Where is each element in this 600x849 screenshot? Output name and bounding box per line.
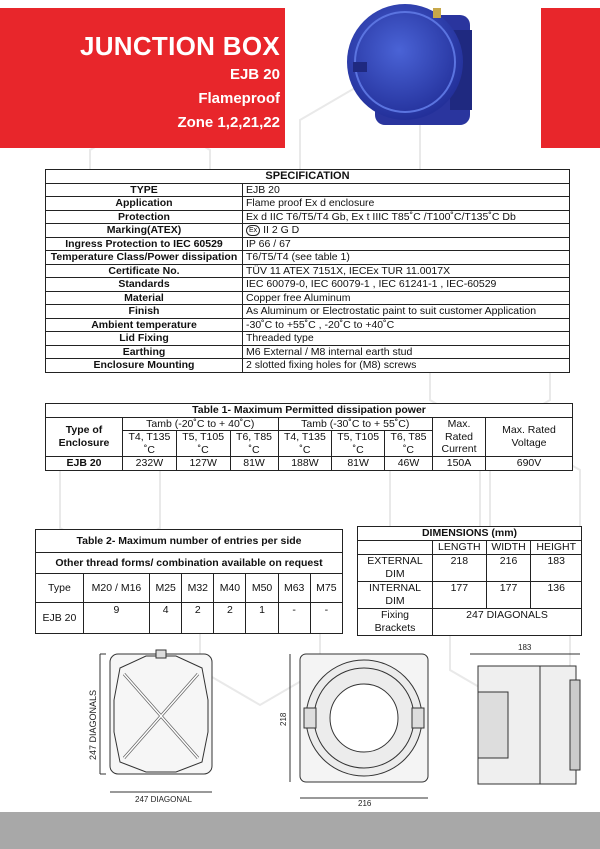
table-cell: 9: [83, 603, 149, 634]
table-cell: 81W: [230, 457, 278, 471]
spec-heading: SPECIFICATION: [46, 170, 570, 184]
table-row: [36, 603, 343, 634]
table-header: M40: [214, 574, 246, 603]
model-name: EJB 20: [229, 66, 280, 83]
row-label: Fixing Brackets: [358, 609, 433, 636]
header-title-block: [0, 30, 280, 134]
spec-key: Lid Fixing: [46, 332, 243, 346]
table-cell: 247 DIAGONALS: [433, 609, 582, 636]
table-header: Type: [36, 574, 84, 603]
table-cell: 690V: [486, 457, 573, 471]
table-header: M25: [150, 574, 182, 603]
table-cell: 1: [246, 603, 278, 634]
spec-row: [46, 332, 570, 346]
col-header: WIDTH: [486, 541, 531, 555]
spec-key: Application: [46, 197, 243, 211]
front-view-drawing: [290, 654, 428, 798]
table-cell: 46W: [384, 457, 432, 471]
tamb-group-1: Tamb (-20˚C to + 40˚C): [123, 417, 279, 431]
dim-mid-bottom: 216: [358, 799, 372, 808]
table-cell: EJB 20: [36, 603, 84, 634]
row-label: EXTERNAL DIM: [358, 555, 433, 582]
spec-key: Earthing: [46, 345, 243, 359]
table-header: M63: [278, 574, 310, 603]
header-red-accent: [541, 8, 600, 148]
technical-drawings: [0, 640, 600, 810]
spec-row: [46, 318, 570, 332]
table-cell: 232W: [123, 457, 177, 471]
dimensions-title: DIMENSIONS (mm): [358, 527, 582, 541]
table-cell: 81W: [332, 457, 385, 471]
row-label: INTERNAL DIM: [358, 582, 433, 609]
col-header: LENGTH: [433, 541, 487, 555]
spec-row: [46, 210, 570, 224]
spec-key: Protection: [46, 210, 243, 224]
table-cell: 177: [486, 582, 531, 609]
table-cell: 136: [531, 582, 582, 609]
spec-row: [46, 264, 570, 278]
top-view-drawing: [100, 650, 212, 792]
temp-class-cell: T4, T135 ˚C: [278, 431, 332, 457]
table-header: M32: [182, 574, 214, 603]
spec-row: [46, 278, 570, 292]
temp-class-cell: T5, T105 ˚C: [176, 431, 230, 457]
page-title: JUNCTION BOX: [79, 31, 280, 61]
table-cell: -: [310, 603, 342, 634]
dissipation-table: [45, 403, 573, 471]
spec-key: Finish: [46, 305, 243, 319]
table1-title: Table 1- Maximum Permitted dissipation power: [46, 404, 573, 418]
spec-row: [46, 345, 570, 359]
spec-value: T6/T5/T4 (see table 1): [243, 251, 570, 265]
zone-label: Zone 1,2,21,22: [177, 114, 280, 131]
spec-key: Standards: [46, 278, 243, 292]
spec-key: Temperature Class/Power dissipation: [46, 251, 243, 265]
tamb-group-2: Tamb (-30˚C to + 55˚C): [278, 417, 432, 431]
spec-row: [46, 359, 570, 373]
table-cell: 216: [486, 555, 531, 582]
max-current-header: Max. Rated Current: [433, 417, 486, 457]
table-cell: 218: [433, 555, 487, 582]
table-cell: 183: [531, 555, 582, 582]
spec-row: [46, 237, 570, 251]
spec-value: IEC 60079-0, IEC 60079-1 , IEC 61241-1 , IEC-60529: [243, 278, 570, 292]
table-cell: 2: [182, 603, 214, 634]
dim-right-top: 183: [518, 643, 532, 652]
table-cell: -: [278, 603, 310, 634]
temp-class-cell: T4, T135 ˚C: [123, 431, 177, 457]
spec-key: Enclosure Mounting: [46, 359, 243, 373]
spec-value: As Aluminum or Electrostatic paint to suit customer Application: [243, 305, 570, 319]
marking-value: II 2 G D: [263, 224, 300, 236]
temp-class-cell: T6, T85 ˚C: [230, 431, 278, 457]
table2-title: Table 2- Maximum number of entries per side: [36, 530, 343, 553]
table-cell: 4: [150, 603, 182, 634]
table-cell: 127W: [176, 457, 230, 471]
spec-key: Ambient temperature: [46, 318, 243, 332]
specification-table: [45, 169, 570, 373]
row-type: EJB 20: [46, 457, 123, 471]
dim-mid-vertical: 218: [279, 712, 288, 726]
spec-row: [46, 197, 570, 211]
side-view-drawing: [470, 654, 580, 784]
table-cell: 177: [433, 582, 487, 609]
spec-value: M6 External / M8 internal earth stud: [243, 345, 570, 359]
temp-class-cell: T5, T105 ˚C: [332, 431, 385, 457]
table-row: [358, 582, 582, 609]
spec-value: EJB 20: [243, 183, 570, 197]
spec-value: -30˚C to +55˚C , -20˚C to +40˚C: [243, 318, 570, 332]
dimensions-table: [357, 526, 582, 636]
blank-cell: [358, 541, 433, 555]
table-row: [46, 457, 573, 471]
spec-row: [46, 291, 570, 305]
temp-class-cell: T6, T85 ˚C: [384, 431, 432, 457]
table-cell: 188W: [278, 457, 332, 471]
product-image: [345, 0, 475, 135]
spec-value: [243, 224, 570, 238]
col-header: HEIGHT: [531, 541, 582, 555]
table-cell: 2: [214, 603, 246, 634]
table-header: M75: [310, 574, 342, 603]
page-footer-bar: [0, 812, 600, 849]
spec-value: Ex d IIC T6/T5/T4 Gb, Ex t IIIC T85˚C /T100˚C/T135˚C Db: [243, 210, 570, 224]
spec-key: Marking(ATEX): [46, 224, 243, 238]
entries-table: [35, 529, 343, 634]
protection-type: Flameproof: [198, 90, 280, 107]
spec-value: TÜV 11 ATEX 7151X, IECEx TUR 11.0017X: [243, 264, 570, 278]
spec-value: Flame proof Ex d enclosure: [243, 197, 570, 211]
table2-note: Other thread forms/ combination available on request: [36, 553, 343, 574]
table-row: [358, 609, 582, 636]
spec-value: IP 66 / 67: [243, 237, 570, 251]
spec-key: TYPE: [46, 183, 243, 197]
dim-left-bottom: 247 DIAGONAL: [135, 795, 192, 804]
dim-left-vertical: 247 DIAGONALS: [88, 689, 98, 760]
spec-key: Material: [46, 291, 243, 305]
spec-key: Ingress Protection to IEC 60529: [46, 237, 243, 251]
table-header: M20 / M16: [83, 574, 149, 603]
type-header: Type of Enclosure: [46, 417, 123, 457]
spec-value: Threaded type: [243, 332, 570, 346]
spec-row: [46, 183, 570, 197]
spec-row: [46, 251, 570, 265]
spec-row: [46, 224, 570, 238]
spec-key: Certificate No.: [46, 264, 243, 278]
table-header: M50: [246, 574, 278, 603]
max-voltage-header: Max. Rated Voltage: [486, 417, 573, 457]
table-row: [358, 555, 582, 582]
spec-value: 2 slotted fixing holes for (M8) screws: [243, 359, 570, 373]
ex-mark-icon: Ex: [246, 225, 260, 236]
spec-value: Copper free Aluminum: [243, 291, 570, 305]
spec-row: [46, 305, 570, 319]
table-cell: 150A: [433, 457, 486, 471]
